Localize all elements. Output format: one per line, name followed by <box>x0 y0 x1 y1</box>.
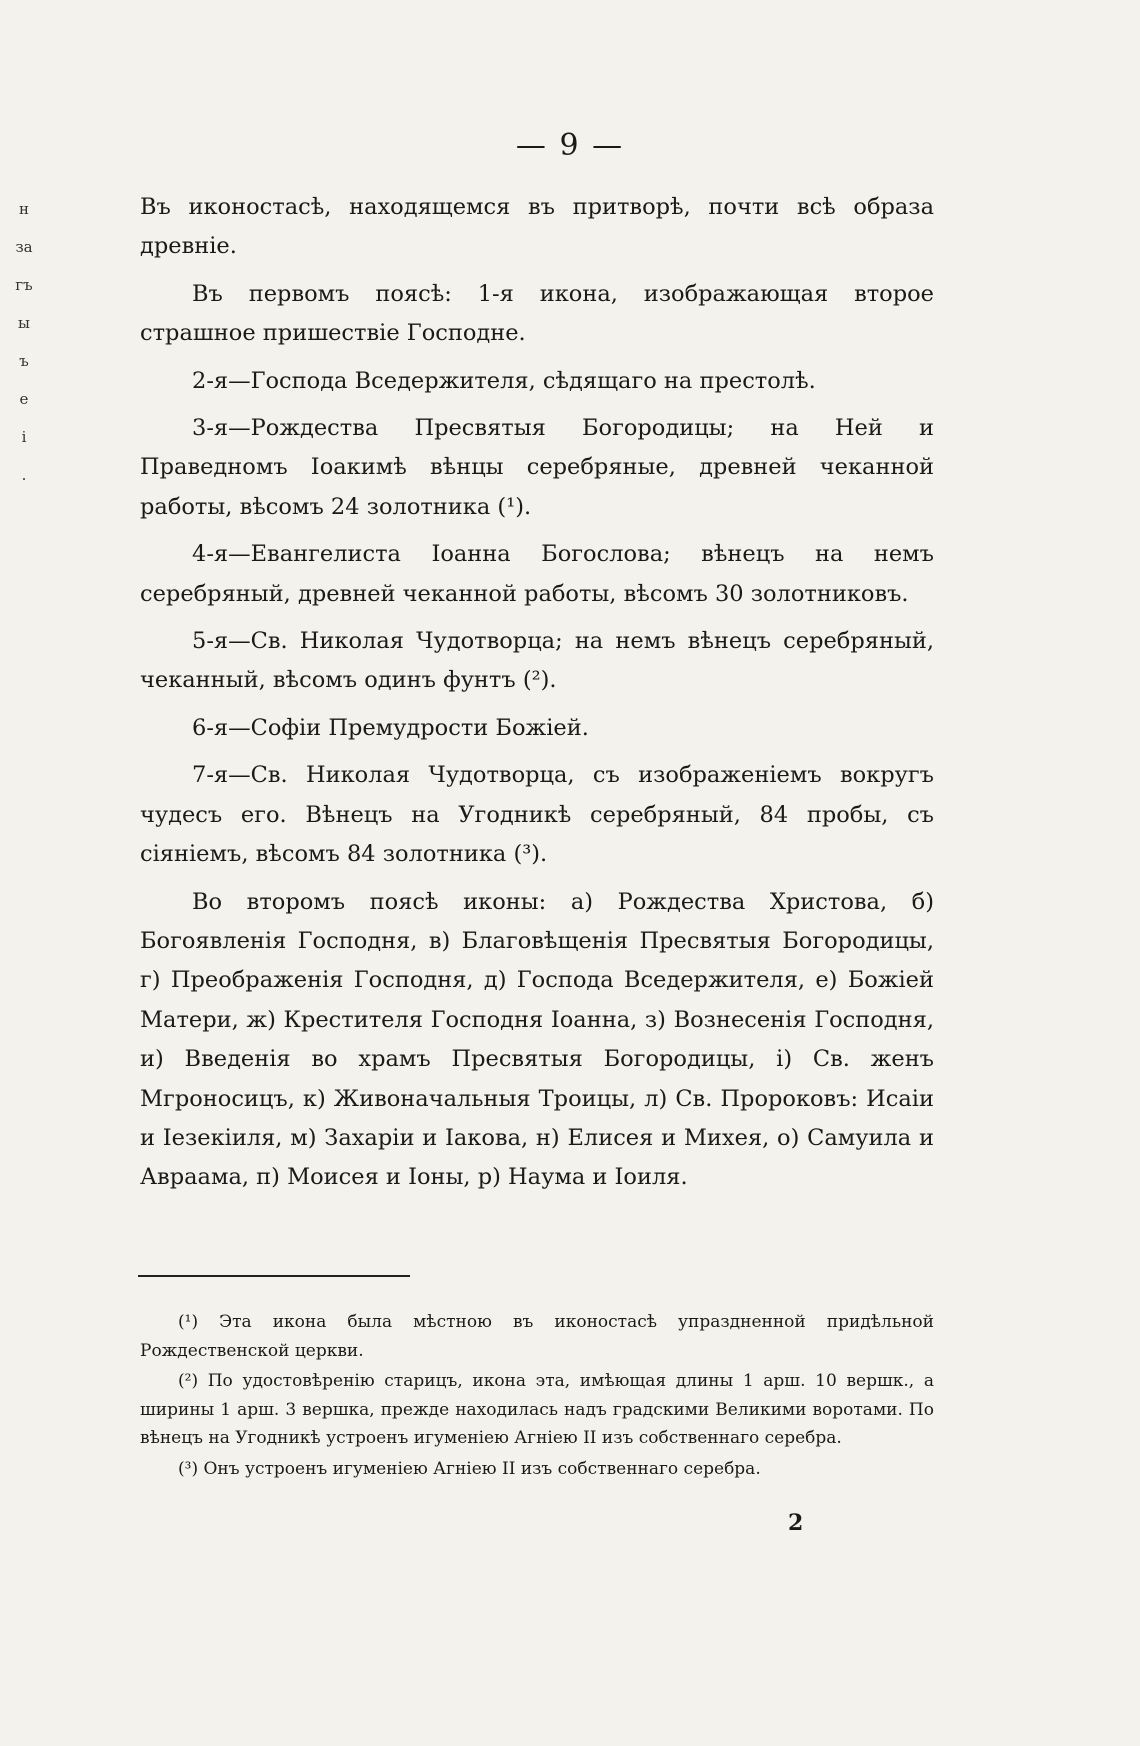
margin-mark: . <box>21 466 27 484</box>
margin-mark: е <box>19 390 29 408</box>
paragraph-second-tier: Во второмъ поясѣ иконы: а) Рождества Христова, б) Богоявленія Господня, в) Благовѣщенія Пресвятыя Богородицы, г) Преображенія Господня, д) Господа Вседержителя, е) Божіей Матери, ж) Крестителя Господня Іоанна, з) Вознесенія Господня, и) Введенія во храмъ Пресвятыя Богородицы, і) Св. женъ Мгроносицъ, к) Живоначальныя Троицы, л) Св. Пророковъ: Исаіи и Іезекіиля, м) Захаріи и Іакова, н) Елисея и Михея, о) Самуила и Авраама, п) Моисея и Іоны, р) Наума и Іоиля. <box>140 888 934 1191</box>
margin-mark: за <box>15 238 33 256</box>
margin-mark: гъ <box>15 276 33 294</box>
footnote-1: (¹) Эта икона была мѣстною въ иконостасѣ упраздненной придѣльной Рождественской церкви. <box>140 1312 934 1361</box>
margin-mark: н <box>19 200 29 218</box>
paragraph-icon-3: 3-я—Рождества Пресвятыя Богородицы; на Ней и Праведномъ Іоакимѣ вѣнцы серебряные, древней чеканной работы, вѣсомъ 24 золотника (¹). <box>140 415 934 520</box>
footnote-2: (²) По удостовѣренію старицъ, икона эта, имѣющая длины 1 арш. 10 вершк., а ширины 1 арш. 3 вершка, прежде находилась надъ градскими Великими воротами. По вѣнецъ на Угодникѣ устроенъ игуменіею Агніею II изъ собственнаго серебра. <box>140 1371 934 1448</box>
margin-mark: і <box>21 428 27 446</box>
margin-mark: ы <box>18 314 30 332</box>
page-number: — 9 — <box>515 128 625 163</box>
footnote-3: (³) Онъ устроенъ игуменіею Агніею II изъ собственнаго серебра. <box>178 1458 761 1479</box>
paragraph-icon-5: 5-я—Св. Николая Чудотворца; на немъ вѣнецъ серебряный, чеканный, вѣсомъ одинъ фунтъ (²). <box>140 628 934 694</box>
margin-marks <box>6 190 42 494</box>
paragraph-icon-4: 4-я—Евангелиста Іоанна Богослова; вѣнецъ на немъ серебряный, древней чеканной работы, вѣсомъ 30 золотниковъ. <box>140 541 934 607</box>
paragraph-icon-2: 2-я—Господа Вседержителя, сѣдящаго на престолѣ. <box>192 367 816 394</box>
signature-mark: 2 <box>788 1510 804 1536</box>
footnotes <box>140 1308 934 1485</box>
paragraph-intro: Въ иконостасѣ, находящемся въ притворѣ, почти всѣ образа древніе. <box>140 194 934 260</box>
paragraph-icon-6: 6-я—Софіи Премудрости Божіей. <box>192 714 589 741</box>
margin-mark: ъ <box>19 352 29 370</box>
paragraph-icon-7: 7-я—Св. Николая Чудотворца, съ изображеніемъ вокругъ чудесъ его. Вѣнецъ на Угодникѣ серебряный, 84 пробы, съ сіяніемъ, вѣсомъ 84 золотника (³). <box>140 762 934 868</box>
footnote-divider <box>138 1275 410 1277</box>
paragraph-first-tier: Въ первомъ поясѣ: 1-я икона, изображающая второе страшное пришествіе Господне. <box>140 280 934 347</box>
body-text <box>140 188 934 1206</box>
